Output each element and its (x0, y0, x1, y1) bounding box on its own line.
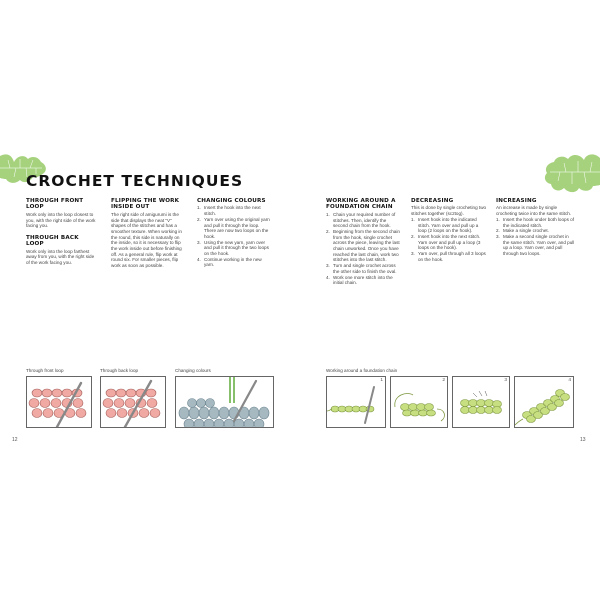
list-item: 3. Turn and single crochet across the other side to finish the oval. (326, 263, 397, 274)
text-increasing: An increase is made by single crocheting twice into the same stitch. (496, 205, 572, 217)
step-number: 1 (380, 378, 383, 383)
text-decreasing: This is done by single crocheting two stitches together (sc2tog). (411, 205, 487, 217)
heading-foundation-chain: WORKING AROUND A FOUNDATION CHAIN (326, 198, 396, 211)
heading-decreasing: DECREASING (411, 198, 454, 204)
list-item: 1. Insert hook into the indicated stitch. Yarn over and pull up a loop (2 loops on the hook). (411, 216, 479, 234)
list-item: 1. Chain your required number of stitches. Then, identify the second chain from the hook. (326, 211, 396, 229)
heading-back-loop: THROUGH BACK LOOP (26, 234, 79, 248)
section-flipping (111, 198, 185, 269)
step-number: 2 (442, 378, 445, 383)
section-foundation-chain (326, 198, 402, 286)
page-number-right: 13 (580, 437, 586, 443)
section-front-back-loop (26, 198, 98, 266)
section-increasing (496, 198, 576, 257)
page-title: CROCHET TECHNIQUES (26, 172, 244, 190)
illustration-front-loop (26, 376, 92, 428)
list-item: 2. Insert hook into the next stitch. Yarn over and pull up a loop (3 loops on the hook). (411, 233, 481, 251)
list-item: 3. Using the new yarn, yarn over and pull it through the two loops on the hook. (197, 239, 269, 257)
section-changing-colours (197, 198, 271, 268)
text-front-loop: Work only into the loop closest to you, with the right side of the work facing you. (26, 211, 96, 229)
heading-increasing: INCREASING (496, 198, 537, 204)
list-item: 3. Make a second single crochet in the same stitch. Yarn over, and pull up a loop. Yarn over, and pull through two loops. (496, 233, 575, 257)
list-item: 2. Yarn over using the original yarn and pull it through the loop. There are now two loops on the hook. (197, 216, 270, 239)
illustration-back-loop (100, 376, 166, 428)
heading-flipping: FLIPPING THE WORK INSIDE OUT (111, 198, 180, 211)
list-item: 2. Beginning from the second chain from the hook, single crochet across the piece, leaving the last chain unworked. Once you have reached the last chain, work two stitches into the last stitch. (326, 228, 400, 263)
step-number: 4 (568, 378, 571, 383)
illustration-changing-colours (175, 376, 274, 428)
caption-front-loop: Through front loop (26, 368, 64, 373)
text-flipping: The right side of amigurumi is the side that displays the neat "V" shapes of the stitches and has a smoother texture. When working in the round, this side is naturally on the inside, so it is necessary to flip the work inside out before finishing off. As a general rule, flip work at round six. For smaller pieces, flip work as soon as possible. (111, 211, 182, 269)
list-item: 3. Yarn over, pull through all 3 loops on the hook. (411, 251, 486, 262)
list-item: 1. Insert the hook under both loops of the indicated stitch. (496, 216, 574, 228)
page-number-left: 12 (12, 437, 18, 443)
caption-changing-colours: Changing colours (175, 368, 211, 373)
illustration-foundation-step-3 (452, 376, 510, 428)
caption-foundation-chain: Working around a foundation chain (326, 368, 398, 373)
illustration-foundation-step-2 (390, 376, 448, 428)
list-item: 2. Make a single crochet. (496, 228, 549, 234)
step-number: 3 (504, 378, 507, 383)
illustration-foundation-step-4 (514, 376, 574, 428)
caption-back-loop: Through back loop (100, 368, 139, 373)
heading-front-loop: THROUGH FRONT LOOP (26, 198, 84, 211)
list-item: 4. Continue working in the new yarn. (197, 256, 262, 268)
heading-changing-colours: CHANGING COLOURS (197, 198, 266, 204)
list-item: 1. Insert the hook into the next stitch. (197, 205, 261, 217)
illustration-foundation-step-1 (326, 376, 386, 428)
text-back-loop: Work only into the loop farthest away from you, with the right side of the work facing you. (26, 248, 95, 266)
leaf-decoration-right (528, 150, 600, 198)
section-decreasing (411, 198, 487, 262)
list-item: 4. Work one more stitch into the initial chain. (326, 274, 393, 286)
